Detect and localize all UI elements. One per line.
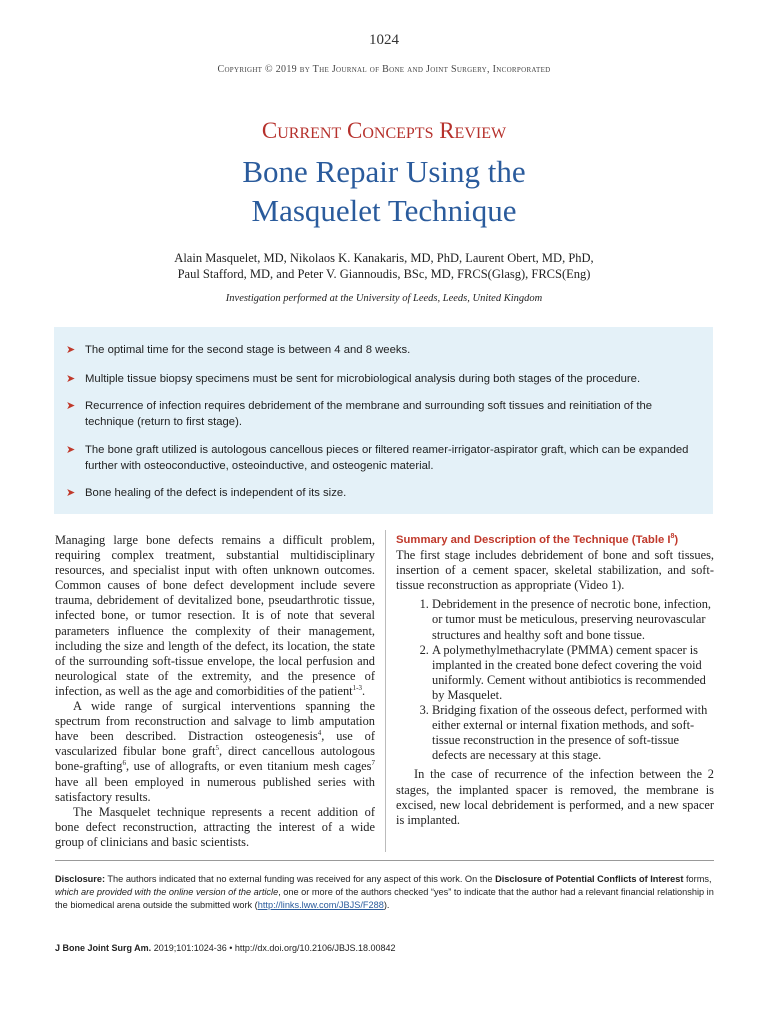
masquelet-paragraph: The Masquelet technique represents a recent addition of bone defect reconstruction, attracting the interest of a wide group of clinicians and basic scientists. [55, 804, 375, 849]
title-line-2: Masquelet Technique [251, 193, 517, 228]
technique-steps-list [396, 597, 714, 763]
key-point-text: The bone graft utilized is autologous cancellous pieces or filtered reamer-irrigator-aspirator graft, which can be expanded further with osteoconductive, osteoinductive, and osteogenic material. [85, 444, 689, 472]
arrow-bullet-icon: ➤ [66, 344, 76, 356]
column-divider [385, 530, 386, 852]
citation-ref: 7 [371, 759, 375, 768]
arrow-bullet-icon: ➤ [66, 487, 76, 499]
article-title [0, 152, 768, 230]
right-column [396, 533, 714, 828]
page-number: 1024 [369, 32, 399, 48]
journal-abbrev: J Bone Joint Surg Am. [55, 943, 152, 953]
author-list [0, 250, 768, 282]
infection-paragraph: In the case of recurrence of the infection between the 2 stages, the implanted spacer is removed, the membrane is excised, new local debridement is performed, and a new spacer is implanted. [396, 767, 714, 827]
key-point-text: Bone healing of the defect is independent of its size. [85, 487, 347, 499]
disclosure-divider [55, 860, 714, 861]
citation-text: 2019;101:1024-36 • http://dx.doi.org/10.2106/JBJS.18.00842 [151, 943, 396, 953]
authors-line-1: Alain Masquelet, MD, Nikolaos K. Kanakaris, MD, PhD, Laurent Obert, MD, PhD, [174, 251, 594, 265]
left-column [55, 533, 375, 850]
arrow-bullet-icon: ➤ [66, 373, 76, 385]
list-item: 1. Debridement in the presence of necrotic bone, infection, or tumor must be meticulous, preserving neurovascular structures and healthy soft and bone tissue. [432, 597, 714, 642]
section-heading: Summary and Description of the Technique (Table $I^8$) [396, 533, 679, 546]
arrow-bullet-icon: ➤ [66, 444, 76, 456]
list-item: 2. A polymethylmethacrylate (PMMA) cement spacer is implanted in the created bone defect covering the void uniformly. Cement without antibiotics is recommended by Masquelet. [432, 643, 714, 703]
citation-ref: 1-3 [352, 683, 362, 692]
key-point-text: The optimal time for the second stage is between 4 and 8 weeks. [85, 344, 411, 356]
citation-footer [55, 943, 714, 953]
authors-line-2: Paul Stafford, MD, and Peter V. Giannoudis, BSc, MD, FRCS(Glasg), FRCS(Eng) [177, 267, 591, 281]
key-point [66, 399, 696, 430]
disclosure-link[interactable]: http://links.lww.com/JBJS/F288 [257, 900, 384, 910]
institution-note: Investigation performed at the University of Leeds, Leeds, United Kingdom [225, 293, 543, 304]
section-label: Current Concepts Review [261, 118, 507, 143]
disclosure-statement: Disclosure: The authors indicated that no external funding was received for any aspect of this work. On the Disclosure of Potential Conflicts of Interest forms, which are provided with the online version of the article, one or more of the authors checked “yes” to indicate that the author had a relevant financial relationship in the biomedical arena outside the submitted work (http://links.lww.com/JBJS/F288). [55, 874, 714, 910]
key-point [66, 343, 696, 359]
citation-ref: 4 [317, 729, 322, 738]
citation-ref: 5 [215, 744, 219, 753]
first-stage-paragraph: The first stage includes debridement of bone and soft tissues, insertion of a cement spacer, skeletal stabilization, and soft-tissue reconstruction as appropriate (Video 1). [396, 548, 714, 593]
list-item: 3. Bridging fixation of the osseous defect, performed with either external or internal fixation methods, and soft-tissue reconstruction in the presence of soft-tissue defects are necessary at this stage. [432, 703, 714, 763]
copyright-line: Copyright © 2019 by The Journal of Bone and Joint Surgery, Incorporated [217, 64, 551, 75]
key-point-text: Recurrence of infection requires debridement of the membrane and surrounding soft tissues and reinitiation of the technique (return to first stage). [85, 400, 653, 428]
key-point [66, 443, 696, 474]
key-point [66, 372, 696, 388]
key-points-box [54, 327, 713, 514]
title-line-1: Bone Repair Using the [242, 154, 526, 189]
arrow-bullet-icon: ➤ [66, 400, 76, 412]
key-point [66, 486, 696, 502]
citation-ref: 6 [122, 759, 126, 768]
intro-paragraph: Managing large bone defects remains a difficult problem, requiring complex treatment, substantial multidisciplinary resources, and specialist input with often unknown outcomes. Common causes of bone defect development include severe trauma, debridement of devitalized bone, pseudarthrotic tissue, infected bone, or tumor resection. It is of note that several parameters influence the complexity of their management, including the size and length of the defect, its location, the state of the surrounding soft-tissue envelope, the local perfusion and neurological state of the extremity, and the presence of infection, as well as the age and comorbidities of the patient$^{1-3}$. [55, 533, 375, 698]
interventions-paragraph: A wide range of surgical interventions spanning the spectrum from reconstruction and salvage to limb amputation have been described. Distraction osteogenesis$^4$, use of vascularized fibular bone graft$^5$, direct cancellous autologous bone-grafting$^6$, use of allografts, or even titanium mesh cages$^7$ have all been employed in numerous published series with satisfactory results. [55, 699, 375, 804]
key-point-text: Multiple tissue biopsy specimens must be sent for microbiological analysis during both stages of the procedure. [85, 373, 641, 385]
